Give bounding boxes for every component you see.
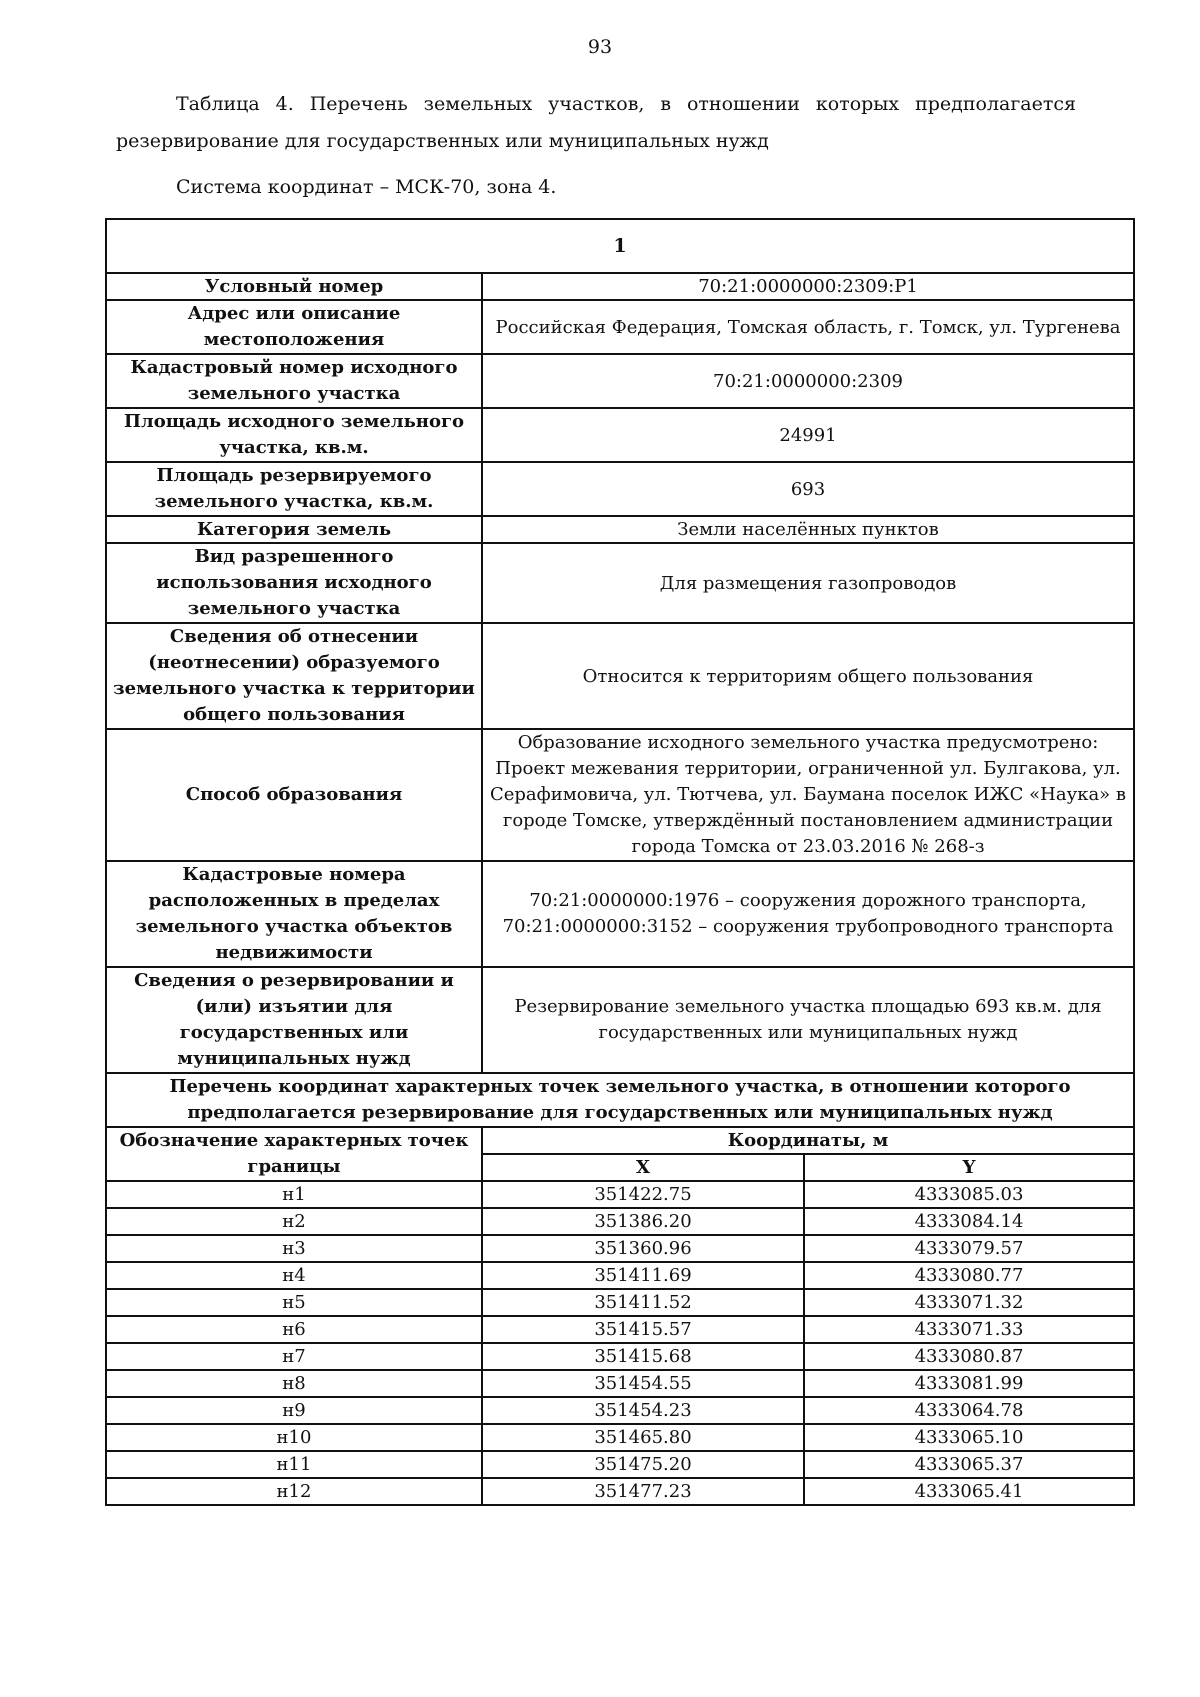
point-y: 4333071.32 — [804, 1289, 1134, 1316]
label-source-cadastral-number: Кадастровый номер исходного земельного участка — [106, 354, 482, 408]
point-y: 4333071.33 — [804, 1316, 1134, 1343]
point-y: 4333065.37 — [804, 1451, 1134, 1478]
table-row — [106, 1316, 1134, 1343]
point-y: 4333081.99 — [804, 1370, 1134, 1397]
points-body — [106, 1181, 1134, 1505]
label-reserved-area: Площадь резервируемого земельного участка, кв.м. — [106, 462, 482, 516]
table-row — [106, 1397, 1134, 1424]
cadastral-object-2: 70:21:0000000:3152 – сооружения трубопроводного транспорта — [502, 916, 1114, 937]
point-y: 4333064.78 — [804, 1397, 1134, 1424]
table-row — [106, 1181, 1134, 1208]
point-x: 351465.80 — [482, 1424, 804, 1451]
table-row — [106, 1235, 1134, 1262]
point-name: н7 — [106, 1343, 482, 1370]
value-address: Российская Федерация, Томская область, г. Томск, ул. Тургенева — [482, 300, 1134, 354]
label-permitted-use: Вид разрешенного использования исходного земельного участка — [106, 543, 482, 623]
point-name: н4 — [106, 1262, 482, 1289]
point-x: 351415.57 — [482, 1316, 804, 1343]
value-public-territory: Относится к территориям общего пользования — [482, 623, 1134, 729]
point-x: 351475.20 — [482, 1451, 804, 1478]
value-permitted-use: Для размещения газопроводов — [482, 543, 1134, 623]
label-conditional-number: Условный номер — [106, 273, 482, 300]
value-source-area: 24991 — [482, 408, 1134, 462]
point-name: н8 — [106, 1370, 482, 1397]
value-conditional-number: 70:21:0000000:2309:Р1 — [482, 273, 1134, 300]
value-reserved-area: 693 — [482, 462, 1134, 516]
label-land-category: Категория земель — [106, 516, 482, 543]
cadastral-object-1: 70:21:0000000:1976 – сооружения дорожного транспорта, — [529, 890, 1087, 911]
table-caption — [116, 86, 1076, 160]
point-y: 4333084.14 — [804, 1208, 1134, 1235]
point-y: 4333079.57 — [804, 1235, 1134, 1262]
value-source-cadastral-number: 70:21:0000000:2309 — [482, 354, 1134, 408]
label-cadastral-objects: Кадастровые номера расположенных в пределах земельного участка объектов недвижимости — [106, 861, 482, 967]
point-name: н3 — [106, 1235, 482, 1262]
point-name: н5 — [106, 1289, 482, 1316]
point-x: 351411.52 — [482, 1289, 804, 1316]
header-coordinates: Координаты, м — [482, 1127, 1134, 1154]
coordinate-system: Система координат – МСК-70, зона 4. — [176, 176, 557, 198]
point-x: 351477.23 — [482, 1478, 804, 1505]
caption-line-1: Таблица 4. Перечень земельных участков, в отношении которых предполагается — [176, 93, 1076, 115]
point-name: н12 — [106, 1478, 482, 1505]
point-name: н1 — [106, 1181, 482, 1208]
table-row — [106, 1343, 1134, 1370]
coordinates-title: Перечень координат характерных точек земельного участка, в отношении которого предполагается резервирование для государственных или муниципальных нужд — [106, 1073, 1134, 1127]
label-public-territory: Сведения об отнесении (неотнесении) образуемого земельного участка к территории общего пользования — [106, 623, 482, 729]
value-cadastral-objects — [482, 861, 1134, 967]
table-row — [106, 1478, 1134, 1505]
table-row — [106, 1370, 1134, 1397]
point-x: 351415.68 — [482, 1343, 804, 1370]
label-reservation-info: Сведения о резервировании и (или) изъятии для государственных или муниципальных нужд — [106, 967, 482, 1073]
value-formation-method: Образование исходного земельного участка предусмотрено: Проект межевания территории, ограниченной ул. Булгакова, ул. Серафимовича, ул. Тютчева, ул. Баумана поселок ИЖС «Наука» в городе Томске, утверждённый постановлением администрации города Томска от 23.03.2016 № 268-з — [482, 729, 1134, 861]
point-x: 351411.69 — [482, 1262, 804, 1289]
point-name: н9 — [106, 1397, 482, 1424]
point-y: 4333065.10 — [804, 1424, 1134, 1451]
point-name: н6 — [106, 1316, 482, 1343]
table-row — [106, 1208, 1134, 1235]
value-land-category: Земли населённых пунктов — [482, 516, 1134, 543]
caption-line-2: резервирование для государственных или муниципальных нужд — [116, 130, 769, 152]
label-formation-method: Способ образования — [106, 729, 482, 861]
point-name: н10 — [106, 1424, 482, 1451]
header-x: X — [482, 1154, 804, 1181]
point-x: 351386.20 — [482, 1208, 804, 1235]
header-point-label: Обозначение характерных точек границы — [106, 1127, 482, 1181]
table-row — [106, 1289, 1134, 1316]
point-x: 351454.23 — [482, 1397, 804, 1424]
point-name: н11 — [106, 1451, 482, 1478]
section-number: 1 — [106, 219, 1134, 273]
value-reservation-info: Резервирование земельного участка площадью 693 кв.м. для государственных или муниципальных нужд — [482, 967, 1134, 1073]
table-row — [106, 1262, 1134, 1289]
land-plot-table — [105, 218, 1135, 1506]
point-y: 4333065.41 — [804, 1478, 1134, 1505]
point-name: н2 — [106, 1208, 482, 1235]
header-y: Y — [804, 1154, 1134, 1181]
table-row — [106, 1451, 1134, 1478]
point-y: 4333085.03 — [804, 1181, 1134, 1208]
point-x: 351422.75 — [482, 1181, 804, 1208]
point-x: 351454.55 — [482, 1370, 804, 1397]
label-address: Адрес или описание местоположения — [106, 300, 482, 354]
page-number: 93 — [587, 36, 613, 58]
point-y: 4333080.87 — [804, 1343, 1134, 1370]
point-y: 4333080.77 — [804, 1262, 1134, 1289]
label-source-area: Площадь исходного земельного участка, кв.м. — [106, 408, 482, 462]
table-row — [106, 1424, 1134, 1451]
point-x: 351360.96 — [482, 1235, 804, 1262]
